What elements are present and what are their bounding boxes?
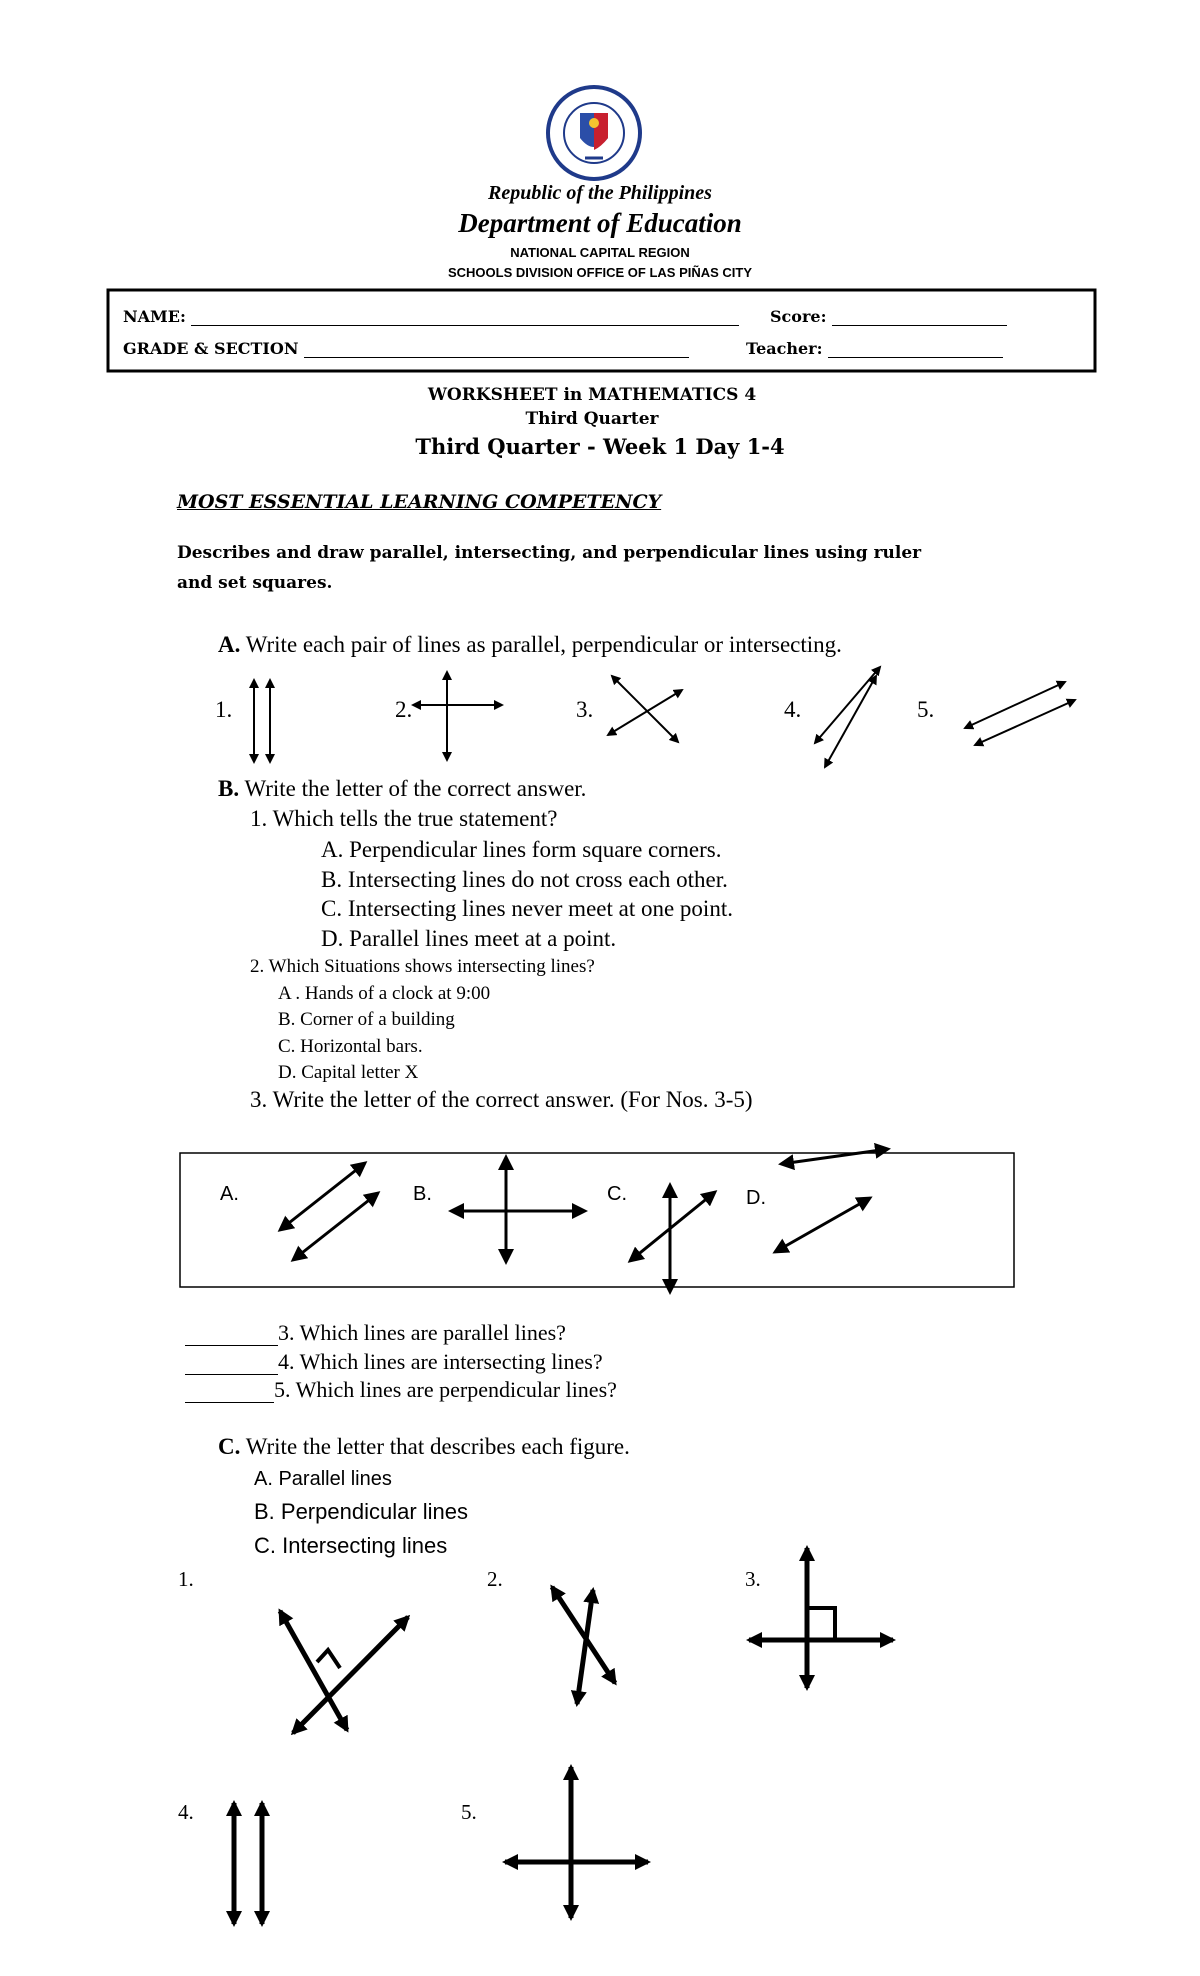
q1-option-c xyxy=(321,896,733,922)
name-label: NAME: xyxy=(123,307,186,326)
q1-option-d-text: Parallel lines meet at a point. xyxy=(349,926,617,951)
competency-heading: MOST ESSENTIAL LEARNING COMPETENCY xyxy=(177,491,662,513)
question-2-number: 2. xyxy=(250,956,265,977)
blank-question-3[interactable] xyxy=(185,1320,566,1346)
question-3-number: 3. xyxy=(250,1087,268,1112)
blank-question-4-text: 4. Which lines are intersecting lines? xyxy=(278,1349,603,1374)
section-a-item-4: 4. xyxy=(784,697,802,722)
section-c-option-c: C. Intersecting lines xyxy=(254,1533,448,1558)
region-label: NATIONAL CAPITAL REGION xyxy=(510,245,690,260)
grade-section-label: GRADE & SECTION xyxy=(123,339,299,358)
republic-heading: Republic of the Philippines xyxy=(488,182,712,204)
q1-option-b-text: Intersecting lines do not cross each other. xyxy=(347,867,728,892)
name-blank[interactable] xyxy=(191,325,739,326)
box-label-b: B. xyxy=(413,1183,432,1205)
answer-blank-5[interactable] xyxy=(185,1402,274,1403)
section-a-text: Write each pair of lines as parallel, perpendicular or intersecting. xyxy=(245,632,842,657)
q2-option-c: C. Horizontal bars. xyxy=(278,1036,423,1057)
section-a-figures xyxy=(254,667,1075,767)
question-2 xyxy=(250,956,595,978)
q1-option-a-letter: A. xyxy=(321,837,344,862)
blank-question-4[interactable] xyxy=(185,1349,603,1375)
box-label-d: D. xyxy=(746,1187,766,1209)
section-a-item-1: 1. xyxy=(215,697,233,722)
q2-option-b: B. Corner of a building xyxy=(278,1009,455,1030)
section-c-letter: C. xyxy=(218,1434,241,1459)
section-c-figures xyxy=(234,1548,893,1924)
section-a-item-5: 5. xyxy=(917,697,935,722)
section-c-option-b: B. Perpendicular lines xyxy=(254,1499,469,1524)
q2-option-d: D. Capital letter X xyxy=(278,1062,419,1083)
question-1-number: 1. xyxy=(250,806,268,831)
week-title: Third Quarter - Week 1 Day 1-4 xyxy=(415,434,785,459)
figure-number-2: 2. xyxy=(487,1567,503,1591)
quarter-title: Third Quarter xyxy=(525,409,659,429)
question-2-text: Which Situations shows intersecting lines? xyxy=(268,956,595,977)
blank-question-5-text: 5. Which lines are perpendicular lines? xyxy=(274,1377,617,1402)
teacher-blank[interactable] xyxy=(828,357,1003,358)
worksheet-title: WORKSHEET in MATHEMATICS 4 xyxy=(427,385,757,405)
section-a-item-3: 3. xyxy=(576,697,594,722)
section-a-instruction xyxy=(218,632,842,658)
competency-text-line1: Describes and draw parallel, intersecting, and perpendicular lines using ruler xyxy=(177,543,922,563)
department-heading: Department of Education xyxy=(458,208,742,238)
deped-seal-icon xyxy=(548,87,640,179)
section-a-letter: A. xyxy=(218,632,241,657)
grade-section-field[interactable] xyxy=(123,339,689,358)
info-box-border xyxy=(108,290,1095,371)
question-1-text: Which tells the true statement? xyxy=(272,806,558,831)
score-blank[interactable] xyxy=(832,325,1007,326)
question-1 xyxy=(250,806,557,832)
grade-section-blank[interactable] xyxy=(304,357,689,358)
answer-blank-4[interactable] xyxy=(185,1374,278,1375)
section-b-figures xyxy=(280,1149,888,1292)
figure-number-4: 4. xyxy=(178,1800,194,1824)
q1-option-c-letter: C. xyxy=(321,896,343,921)
section-c-text: Write the letter that describes each figure. xyxy=(245,1434,630,1459)
section-a-item-2: 2. xyxy=(395,697,413,722)
q1-option-d-letter: D. xyxy=(321,926,344,951)
figure-number-1: 1. xyxy=(178,1567,194,1591)
q1-option-a-text: Perpendicular lines form square corners. xyxy=(349,837,722,862)
figure-number-5: 5. xyxy=(461,1800,477,1824)
section-c-instruction xyxy=(218,1434,630,1460)
figure-number-3: 3. xyxy=(745,1567,761,1591)
blank-question-5[interactable] xyxy=(185,1377,617,1403)
blank-question-3-text: 3. Which lines are parallel lines? xyxy=(278,1320,566,1345)
q1-option-a xyxy=(321,837,721,863)
competency-text-line2: and set squares. xyxy=(177,573,333,593)
section-b-letter: B. xyxy=(218,776,240,801)
answer-choices-box xyxy=(180,1153,1014,1287)
question-3 xyxy=(250,1087,753,1113)
q1-option-d xyxy=(321,926,616,952)
section-b-text: Write the letter of the correct answer. xyxy=(244,776,587,801)
answer-blank-3[interactable] xyxy=(185,1345,278,1346)
teacher-label: Teacher: xyxy=(746,339,823,358)
section-b-instruction xyxy=(218,776,586,802)
q2-option-a: A . Hands of a clock at 9:00 xyxy=(278,983,491,1004)
score-label: Score: xyxy=(770,307,827,326)
teacher-field[interactable] xyxy=(746,339,1003,358)
division-label: SCHOOLS DIVISION OFFICE OF LAS PIÑAS CITY xyxy=(447,265,753,280)
score-field[interactable] xyxy=(770,307,1007,326)
q1-option-c-text: Intersecting lines never meet at one point. xyxy=(347,896,733,921)
name-field[interactable] xyxy=(123,307,739,326)
box-label-a: A. xyxy=(220,1183,239,1205)
q1-option-b-letter: B. xyxy=(321,867,343,892)
q1-option-b xyxy=(321,867,728,893)
box-label-c: C. xyxy=(607,1183,627,1205)
section-c-option-a: A. Parallel lines xyxy=(254,1468,392,1490)
question-3-text: Write the letter of the correct answer. (For Nos. 3-5) xyxy=(272,1087,753,1112)
